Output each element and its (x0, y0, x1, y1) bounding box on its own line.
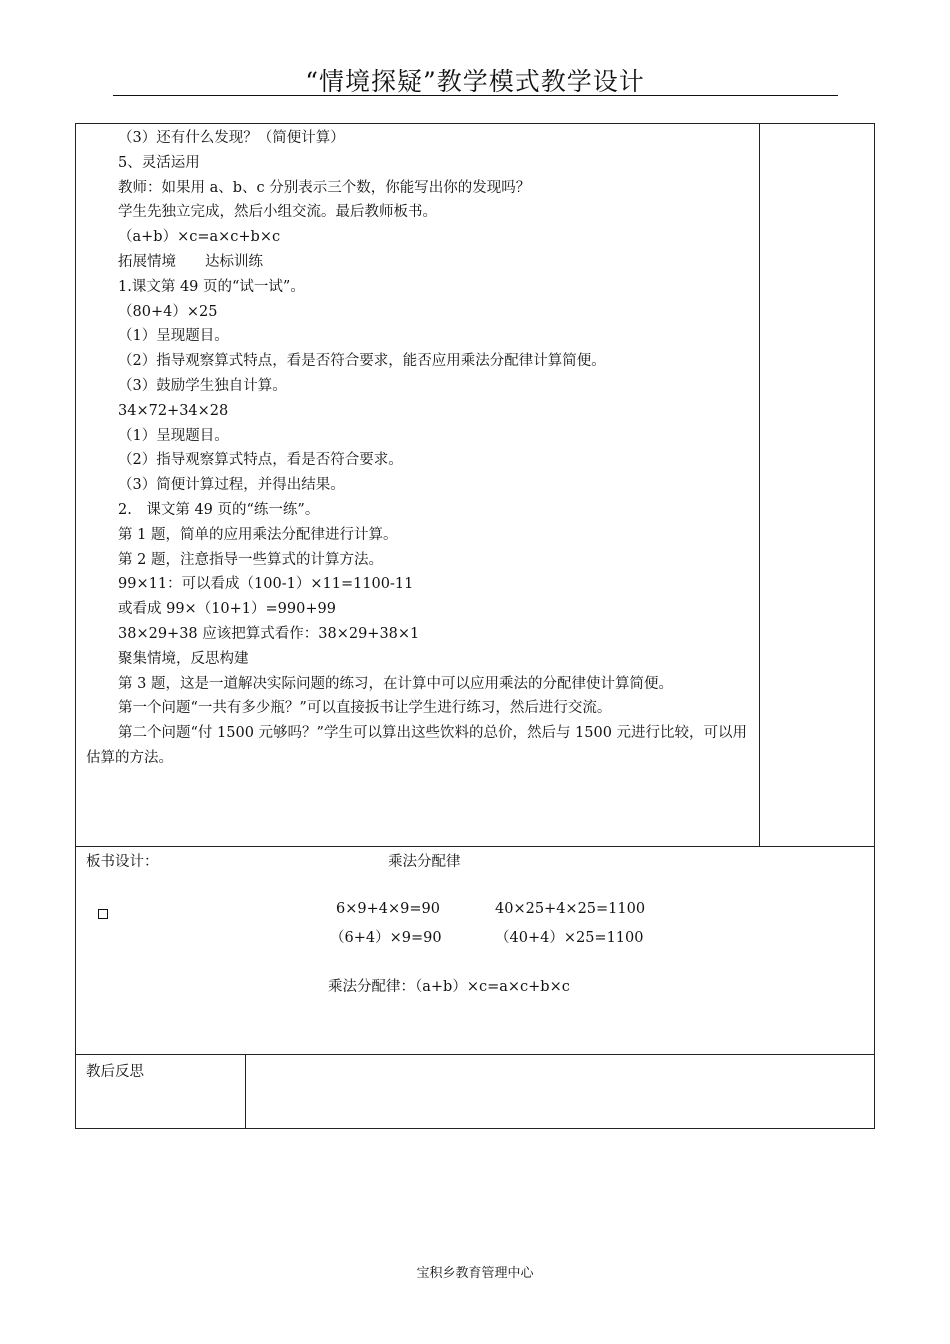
checkbox[interactable] (98, 909, 108, 919)
body-line: 2. 课文第 49 页的“练一练”。 (118, 501, 320, 518)
body-line: 学生先独立完成，然后小组交流。最后教师板书。 (118, 204, 437, 221)
notes-column-divider (759, 123, 760, 846)
body-line: （3）还有什么发现？（简便计算） (118, 130, 345, 146)
body-line: 教师：如果用 a、b、c 分别表示三个数，你能写出你的发现吗？ (118, 179, 531, 196)
board-equation: 40×25+4×25=1100 (495, 901, 646, 917)
body-line: 第一个问题“一共有多少瓶？”可以直接扳书让学生进行练习，然后进行交流。 (118, 700, 612, 717)
body-line: 拓展情境 达标训练 (118, 253, 263, 270)
body-line: 第 2 题，注意指导一些算式的计算方法。 (118, 551, 383, 568)
board-equation: （6+4）×9=90 (330, 930, 442, 946)
reflection-section-divider (75, 1054, 875, 1055)
body-line: 聚集情境，反思构建 (118, 650, 249, 667)
body-line: 第二个问题“付 1500 元够吗？”学生可以算出这些饮料的总价，然后与 1500 元进行比较，可以用估算的方法。 (86, 725, 748, 766)
page-title: “情境探疑”教学模式教学设计 (305, 67, 645, 96)
board-title: 乘法分配律 (388, 854, 461, 870)
body-line: （3）鼓励学生独自计算。 (118, 377, 287, 394)
body-line: （2）指导观察算式特点，看是否符合要求，能否应用乘法分配律计算简便。 (118, 353, 606, 370)
body-line: （2）指导观察算式特点，看是否符合要求。 (118, 452, 403, 469)
body-line: 38×29+38 应该把算式看作：38×29+38×1 (118, 625, 420, 642)
body-line: （1）呈现题目。 (118, 427, 229, 444)
board-rule: 乘法分配律：（a+b）×c=a×c+b×c (328, 979, 570, 995)
body-line: 或看成 99×（10+1）=990+99 (118, 601, 336, 618)
title-divider (113, 95, 838, 96)
body-line: （a+b）×c=a×c+b×c (118, 229, 281, 246)
lesson-body (86, 126, 751, 771)
reflection-label: 教后反思 (86, 1064, 144, 1080)
body-line: 第 1 题，简单的应用乘法分配律进行计算。 (118, 526, 398, 543)
body-line: 第 3 题，这是一道解决实际问题的练习，在计算中可以应用乘法的分配律使计算简便。 (118, 675, 673, 692)
body-line: 1.课文第 49 页的“试一试”。 (118, 278, 305, 295)
body-line: 5、灵活运用 (118, 154, 200, 171)
board-equation: （40+4）×25=1100 (495, 930, 644, 946)
reflection-column-divider (245, 1054, 246, 1129)
board-equation: 6×9+4×9=90 (336, 901, 440, 917)
body-line: （80+4）×25 (118, 303, 218, 320)
body-line: （3）简便计算过程，并得出结果。 (118, 477, 345, 494)
footer-organization: 宝积乡教育管理中心 (416, 1266, 534, 1281)
body-line: 99×11：可以看成（100-1）×11=1100-11 (118, 576, 414, 593)
body-line: （1）呈现题目。 (118, 328, 229, 345)
board-label: 板书设计： (86, 854, 159, 870)
board-section-divider (75, 846, 875, 847)
body-line: 34×72+34×28 (118, 402, 229, 419)
